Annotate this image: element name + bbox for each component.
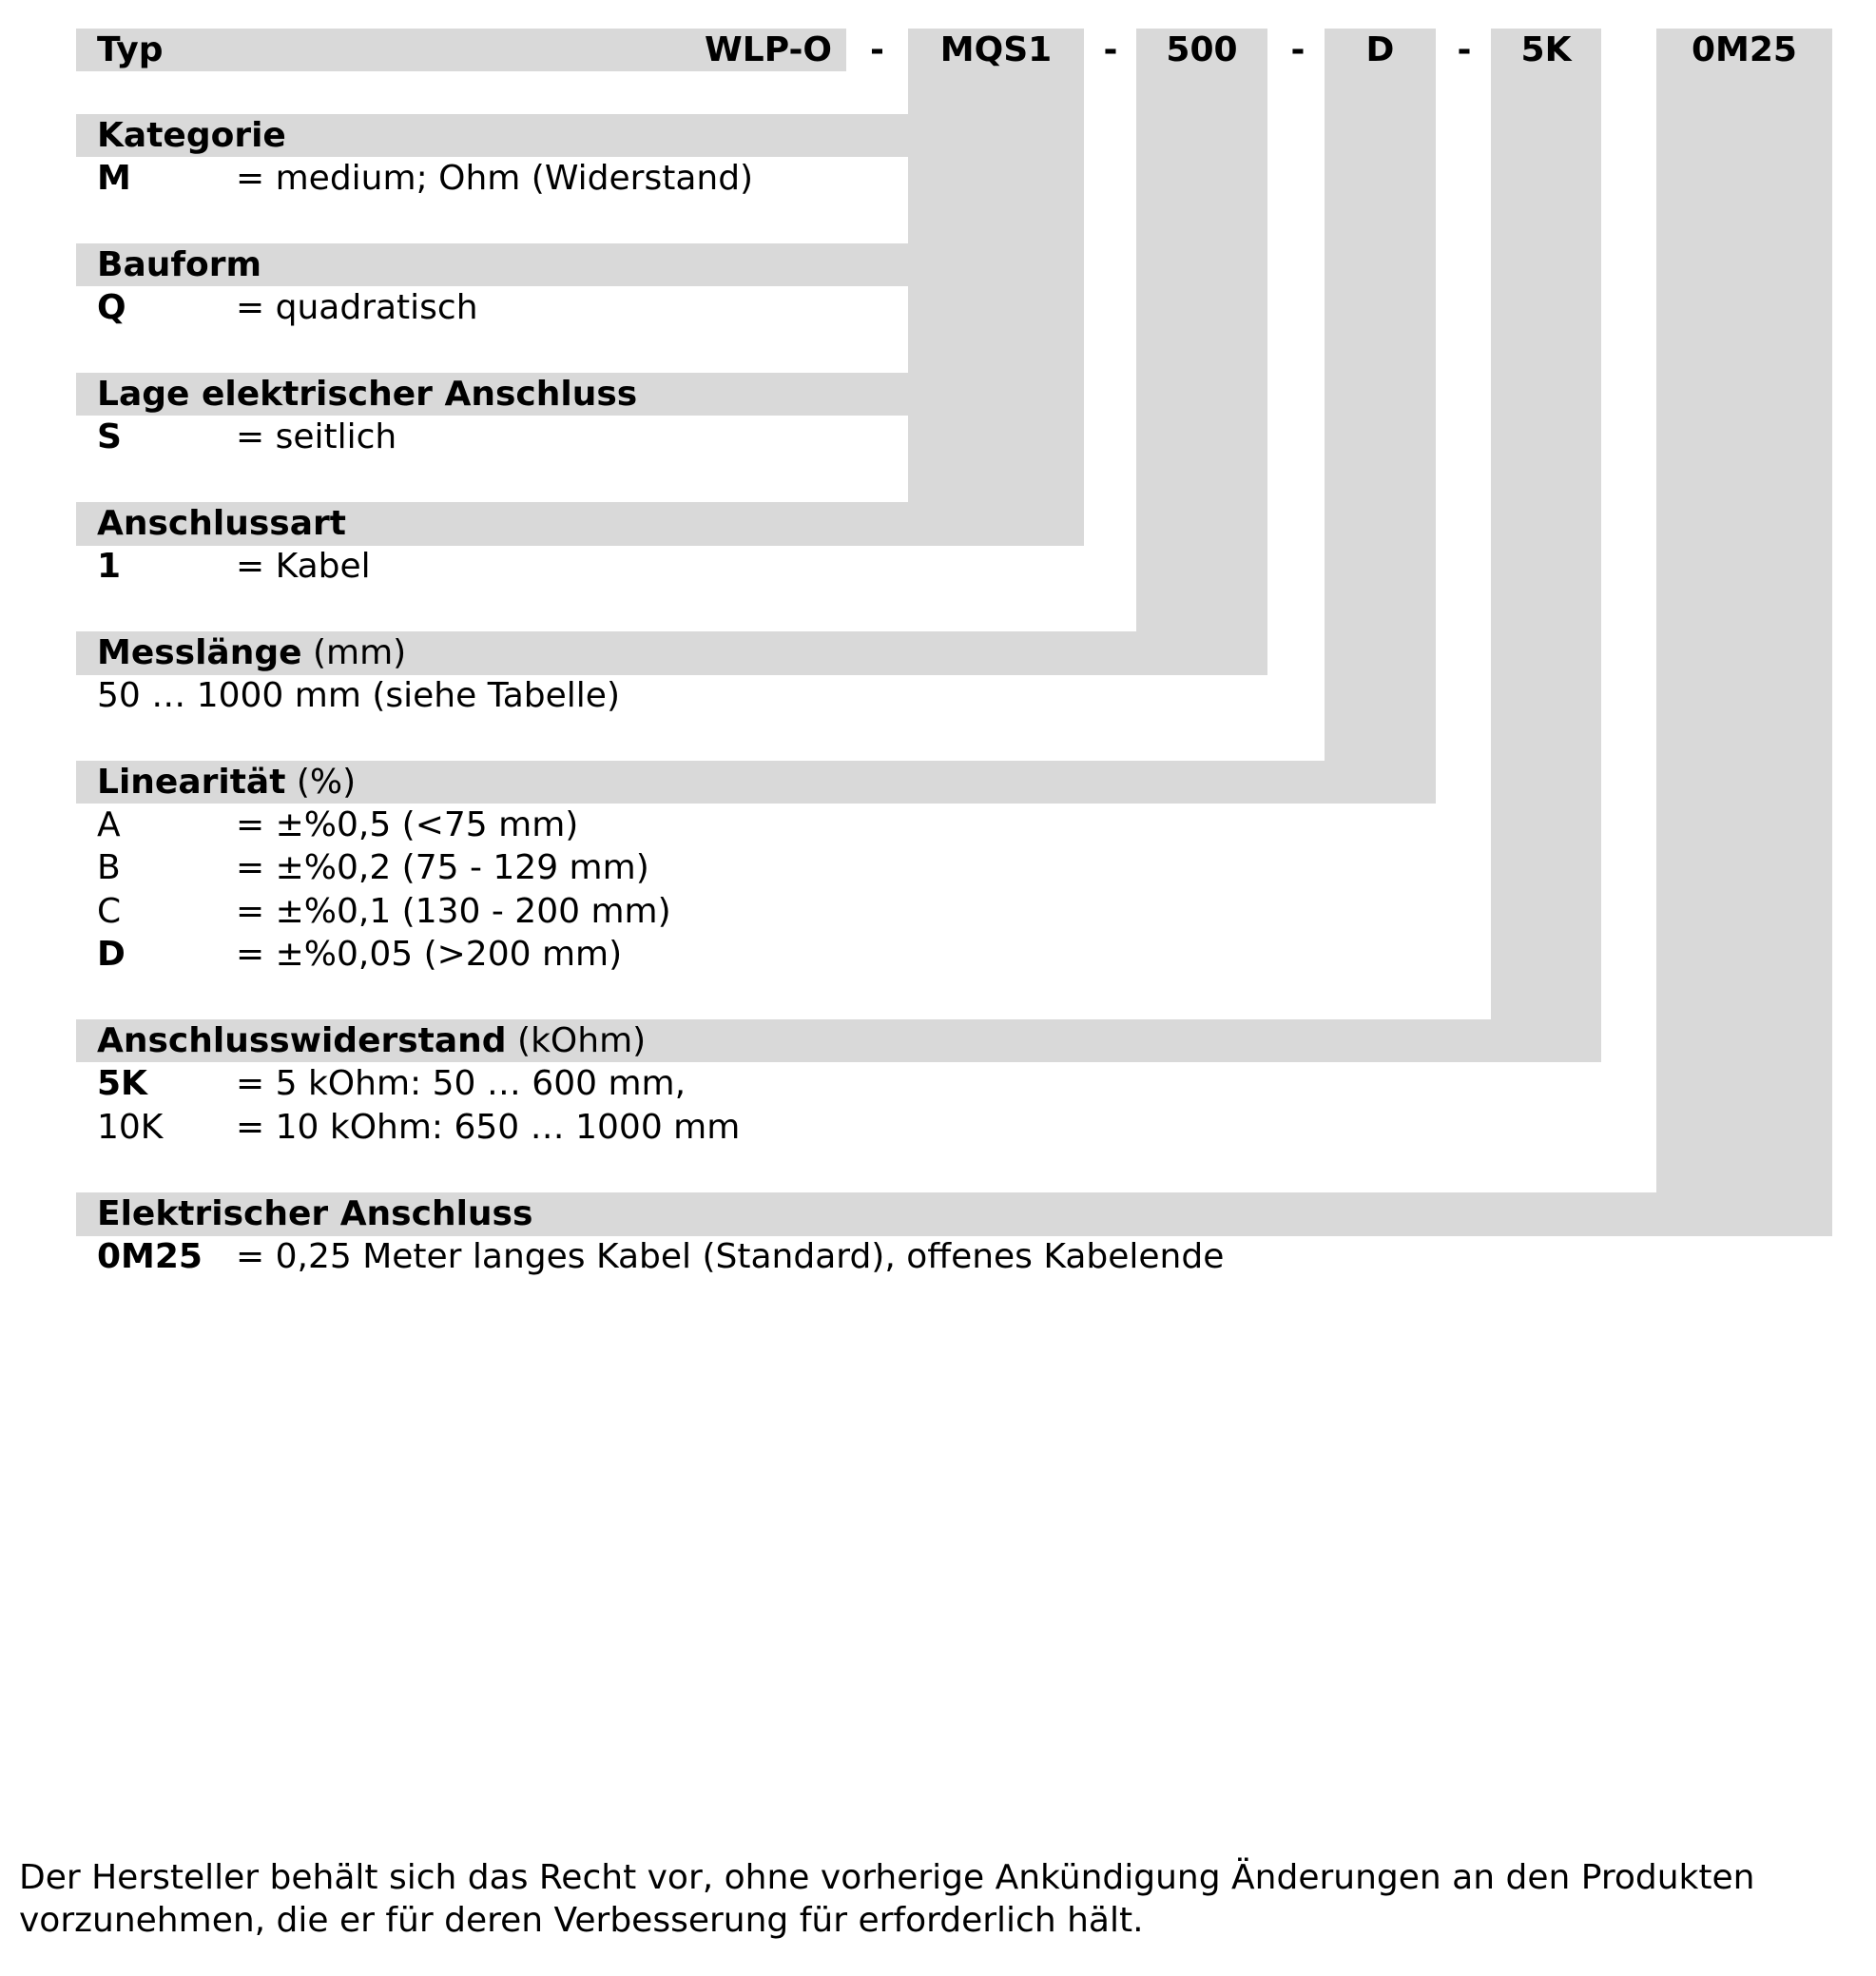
option-description: = medium; Ohm (Widerstand) xyxy=(236,159,754,198)
option-description: = ±%0,2 (75 - 129 mm) xyxy=(236,848,649,887)
option-code: B xyxy=(97,848,121,887)
code-part-5k: 5K xyxy=(1520,30,1572,69)
code-part-d: D xyxy=(1365,30,1395,69)
code-separator: - xyxy=(1103,30,1118,69)
option-description: = Kabel xyxy=(236,547,371,586)
column-d xyxy=(1325,29,1436,804)
section-heading-widerstand xyxy=(97,1020,646,1062)
section-title-bauform: Bauform xyxy=(97,245,262,284)
option-description: = 0,25 Meter langes Kabel (Standard), offenes Kabelende xyxy=(236,1237,1225,1276)
option-code: Q xyxy=(97,288,126,327)
section-title-elektrisch: Elektrischer Anschluss xyxy=(97,1194,533,1233)
section-unit: (%) xyxy=(296,763,357,802)
section-heading-messlaenge xyxy=(97,632,406,674)
column-500 xyxy=(1136,29,1267,675)
section-title-lage: Lage elektrischer Anschluss xyxy=(97,375,638,414)
option-description: = seitlich xyxy=(236,417,397,456)
code-separator: - xyxy=(1290,30,1305,69)
option-description: = ±%0,1 (130 - 200 mm) xyxy=(236,892,671,931)
option-code: D xyxy=(97,935,126,974)
option-code: 1 xyxy=(97,547,122,586)
section-title-linearitaet: Linearität xyxy=(97,763,286,802)
column-5k xyxy=(1491,29,1601,1062)
footer-disclaimer: Der Hersteller behält sich das Recht vor, ohne vorherige Ankündigung Änderungen an den Produkten vorzunehmen, die er für deren Verbesserung für erforderlich hält. xyxy=(19,1858,1755,1940)
option-description: = quadratisch xyxy=(236,288,478,327)
section-title-widerstand: Anschlusswiderstand xyxy=(97,1021,507,1060)
column-mqs1 xyxy=(908,29,1084,546)
option-code: C xyxy=(97,892,122,931)
option-description: = ±%0,5 (<75 mm) xyxy=(236,805,579,844)
option-code: 10K xyxy=(97,1108,164,1147)
section-heading-linearitaet xyxy=(97,762,356,804)
section-title-kategorie: Kategorie xyxy=(97,116,286,155)
column-0m25 xyxy=(1656,29,1832,1236)
option-description: = ±%0,05 (>200 mm) xyxy=(236,935,623,974)
option-code: 0M25 xyxy=(97,1237,203,1276)
code-part-wlp-o: WLP-O xyxy=(705,30,832,69)
messlaenge-range-text: 50 … 1000 mm (siehe Tabelle) xyxy=(97,676,620,715)
section-title-messlaenge: Messlänge xyxy=(97,633,302,672)
option-code: M xyxy=(97,159,131,198)
option-code: S xyxy=(97,417,122,456)
option-description: = 5 kOhm: 50 … 600 mm, xyxy=(236,1064,687,1103)
section-title-anschlussart: Anschlussart xyxy=(97,504,346,543)
code-separator: - xyxy=(1457,30,1472,69)
option-code: A xyxy=(97,805,121,844)
option-code: 5K xyxy=(97,1064,147,1103)
section-unit: (kOhm) xyxy=(517,1021,647,1060)
code-separator: - xyxy=(870,30,884,69)
code-part-0m25: 0M25 xyxy=(1692,30,1797,69)
section-unit: (mm) xyxy=(313,633,407,672)
typ-label: Typ xyxy=(97,30,164,69)
code-part-mqs1: MQS1 xyxy=(939,30,1053,69)
option-description: = 10 kOhm: 650 … 1000 mm xyxy=(236,1108,741,1147)
code-part-500: 500 xyxy=(1166,30,1238,69)
